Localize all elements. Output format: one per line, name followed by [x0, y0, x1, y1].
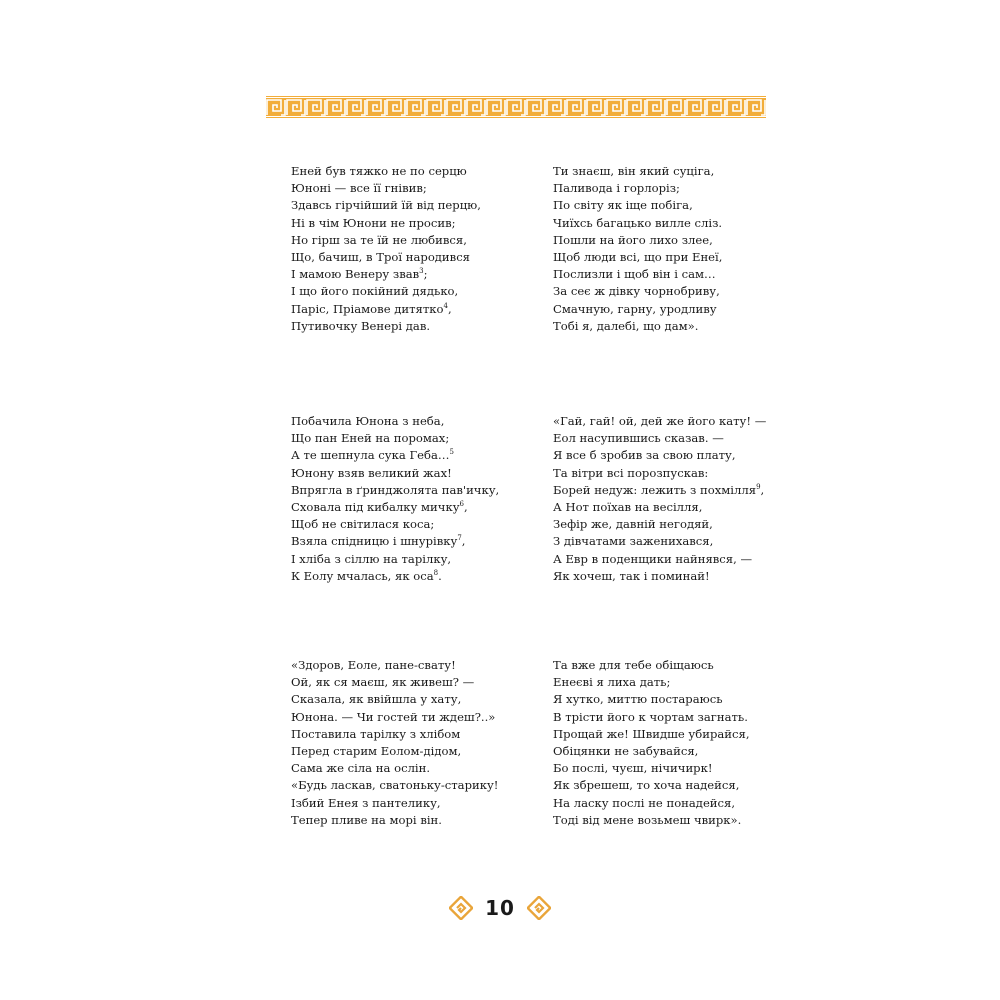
- verse-line: [553, 709, 793, 726]
- verse-line: [553, 283, 793, 300]
- stanza-5: [291, 657, 531, 829]
- verse-text: Та вже для тебе обіщаюсь: [553, 658, 714, 672]
- diamond-spiral-ornament-icon: [527, 896, 551, 920]
- page-footer: [0, 893, 1000, 923]
- verse-line: [291, 516, 531, 533]
- verse-text: І що його покійний дядько,: [291, 284, 459, 299]
- verse-punctuation: .: [438, 568, 442, 583]
- verse-punctuation: ;: [423, 267, 428, 282]
- verse-text: Обіцянки не забувайся,: [553, 744, 699, 759]
- verse-line: [553, 812, 793, 829]
- verse-text: Що, бачиш, в Трої народився: [291, 250, 470, 265]
- footnote-marker[interactable]: 4: [443, 301, 448, 310]
- verse-text: А те шепнула сука Геба…: [291, 448, 450, 463]
- verse-line: [553, 215, 793, 232]
- verse-line: [553, 777, 793, 794]
- verse-line: [291, 760, 531, 777]
- verse-text: Ізбий Енея з пантелику,: [291, 795, 441, 810]
- verse-text: Борей недуж: лежить з похмілля: [553, 482, 757, 497]
- verse-line: [291, 499, 531, 516]
- verse-line: [291, 691, 531, 708]
- verse-text: Сама же сіла на ослін.: [291, 761, 431, 776]
- verse-line: [553, 691, 793, 708]
- verse-line: [553, 413, 793, 430]
- stanza-1: [291, 163, 531, 335]
- verse-text: Тепер пливе на морі він.: [291, 812, 442, 827]
- verse-text: Путивочку Венері дав.: [291, 318, 431, 333]
- verse-line: [553, 482, 793, 499]
- verse-text: Чиїхсь багацько вилле сліз.: [553, 215, 723, 230]
- verse-text: Юноні — все її гнівив;: [291, 181, 427, 196]
- verse-line: [553, 568, 793, 585]
- verse-line: [291, 568, 531, 585]
- verse-line: [553, 760, 793, 777]
- verse-line: [553, 516, 793, 533]
- footnote-marker[interactable]: 3: [419, 267, 424, 276]
- diamond-spiral-ornament-icon: [449, 896, 473, 920]
- stanza-6: [553, 657, 793, 829]
- verse-text: Щоб люди всі, що при Енеї,: [553, 250, 723, 265]
- verse-text: Тобі я, далебі, що дам».: [553, 318, 699, 333]
- verse-line: [291, 283, 531, 300]
- verse-punctuation: ,: [461, 534, 466, 549]
- verse-text: Смачную, гарну, уродливу: [553, 301, 717, 316]
- verse-punctuation: ,: [463, 500, 468, 515]
- verse-line: [291, 197, 531, 214]
- verse-text: Взяла спідницю і шнурівку: [291, 534, 458, 549]
- footnote-marker[interactable]: 8: [433, 568, 439, 577]
- verse-text: Я хутко, миттю постараюсь: [553, 692, 723, 707]
- verse-line: [553, 795, 793, 812]
- greek-key-border: [266, 96, 766, 118]
- verse-line: [553, 430, 793, 447]
- verse-text: Еол насупившись сказав. —: [553, 431, 724, 446]
- verse-line: [291, 482, 531, 499]
- verse-line: [291, 163, 531, 180]
- verse-line: [553, 726, 793, 743]
- verse-text: Я все б зробив за свою плату,: [553, 448, 736, 463]
- verse-text: К Еолу мчалась, як оса: [291, 568, 434, 583]
- verse-line: [553, 465, 793, 482]
- verse-line: [291, 266, 531, 283]
- verse-line: [291, 249, 531, 266]
- verse-text: Як хочеш, так і поминай!: [553, 568, 710, 583]
- verse-text: Прощай же! Швидше убирайся,: [553, 726, 750, 741]
- verse-text: В трісти його к чортам загнать.: [553, 709, 748, 724]
- verse-text: Паріс, Пріамове дитятко: [291, 301, 444, 316]
- stanza-4: [553, 413, 793, 585]
- verse-line: [291, 180, 531, 197]
- verse-line: [553, 533, 793, 550]
- verse-text: І мамою Венеру звав: [291, 267, 420, 282]
- verse-text: «Будь ласкав, сватоньку-старику!: [291, 778, 499, 793]
- verse-line: [291, 413, 531, 430]
- verse-line: [291, 709, 531, 726]
- verse-line: [553, 163, 793, 180]
- verse-line: [553, 499, 793, 516]
- footnote-marker[interactable]: 7: [457, 534, 462, 543]
- verse-text: Поставила тарілку з хлібом: [291, 726, 461, 741]
- verse-line: [553, 180, 793, 197]
- verse-text: Щоб не світилася коса;: [291, 517, 435, 532]
- verse-text: Перед старим Еолом-дідом,: [291, 744, 462, 759]
- verse-text: Ой, як ся маєш, як живеш? —: [291, 675, 475, 690]
- verse-line: [291, 551, 531, 568]
- verse-line: [553, 301, 793, 318]
- verse-text: Послизли і щоб він і сам…: [553, 267, 716, 282]
- verse-line: [291, 674, 531, 691]
- verse-text: Бо послі, чуєш, нічичирк!: [553, 761, 713, 776]
- verse-line: [553, 249, 793, 266]
- verse-text: Енеєві я лиха дать;: [553, 675, 671, 690]
- stanza-2: [553, 163, 793, 335]
- verse-text: І хліба з сіллю на тарілку,: [291, 551, 452, 566]
- verse-line: [553, 266, 793, 283]
- footnote-marker[interactable]: 5: [449, 448, 454, 457]
- verse-line: [291, 777, 531, 794]
- verse-line: [291, 743, 531, 760]
- verse-line: [291, 215, 531, 232]
- verse-line: [291, 430, 531, 447]
- verse-line: [291, 318, 531, 335]
- verse-text: З дівчатами заженихався,: [553, 534, 714, 549]
- verse-text: Що пан Еней на поромах;: [291, 431, 450, 446]
- verse-line: [291, 301, 531, 318]
- verse-text: «Гай, гай! ой, дей же його кату! —: [553, 414, 767, 428]
- verse-text: Еней був тяжко не по серцю: [291, 164, 467, 178]
- stanza-3: [291, 413, 531, 585]
- verse-text: Сховала під кибалку мичку: [291, 500, 460, 515]
- footnote-marker[interactable]: 9: [756, 482, 761, 491]
- verse-line: [553, 447, 793, 464]
- verse-line: [291, 657, 531, 674]
- verse-line: [553, 657, 793, 674]
- verse-text: По світу як іще побіга,: [553, 198, 693, 213]
- verse-line: [553, 551, 793, 568]
- verse-text: Юнона. — Чи гостей ти ждеш?..»: [291, 709, 496, 724]
- verse-text: «Здоров, Еоле, пане-свату!: [291, 658, 456, 672]
- page-number: 10: [485, 896, 515, 920]
- verse-text: Ти знаєш, він який суціга,: [553, 164, 715, 178]
- verse-text: Впрягла в ґринджолята пав'ичку,: [291, 482, 500, 497]
- verse-text: Ні в чім Юнони не просив;: [291, 215, 456, 230]
- verse-punctuation: ,: [447, 301, 452, 316]
- verse-line: [291, 447, 531, 464]
- verse-text: А Евр в поденщики найнявся, —: [553, 551, 753, 566]
- verse-text: Побачила Юнона з неба,: [291, 414, 445, 428]
- verse-text: Зефір же, давній негодяй,: [553, 517, 713, 532]
- verse-text: Пошли на його лихо злее,: [553, 232, 713, 247]
- verse-line: [553, 743, 793, 760]
- verse-text: Як збрешеш, то хоча надейся,: [553, 778, 740, 793]
- verse-line: [553, 674, 793, 691]
- verse-text: А Нот поїхав на весілля,: [553, 500, 703, 515]
- verse-line: [291, 795, 531, 812]
- verse-line: [291, 533, 531, 550]
- verse-line: [291, 465, 531, 482]
- verse-text: За сеє ж дівку чорнобриву,: [553, 284, 720, 299]
- verse-line: [291, 812, 531, 829]
- verse-punctuation: ,: [760, 482, 765, 497]
- verse-text: Та вітри всі порозпускав:: [553, 465, 709, 480]
- verse-text: Юнону взяв великий жах!: [291, 465, 452, 480]
- verse-text: Сказала, як ввійшла у хату,: [291, 692, 462, 707]
- verse-text: Тоді від мене возьмеш чвирк».: [553, 812, 742, 827]
- verse-line: [553, 232, 793, 249]
- verse-line: [553, 197, 793, 214]
- verse-text: Паливода і горлоріз;: [553, 181, 680, 196]
- verse-text: Здавсь гірчійший їй від перцю,: [291, 198, 481, 213]
- verse-line: [291, 726, 531, 743]
- footnote-marker[interactable]: 6: [459, 500, 464, 509]
- verse-line: [291, 232, 531, 249]
- verse-text: На ласку послі не понадейся,: [553, 795, 736, 810]
- verse-text: Но гірш за те їй не любився,: [291, 232, 467, 247]
- verse-line: [553, 318, 793, 335]
